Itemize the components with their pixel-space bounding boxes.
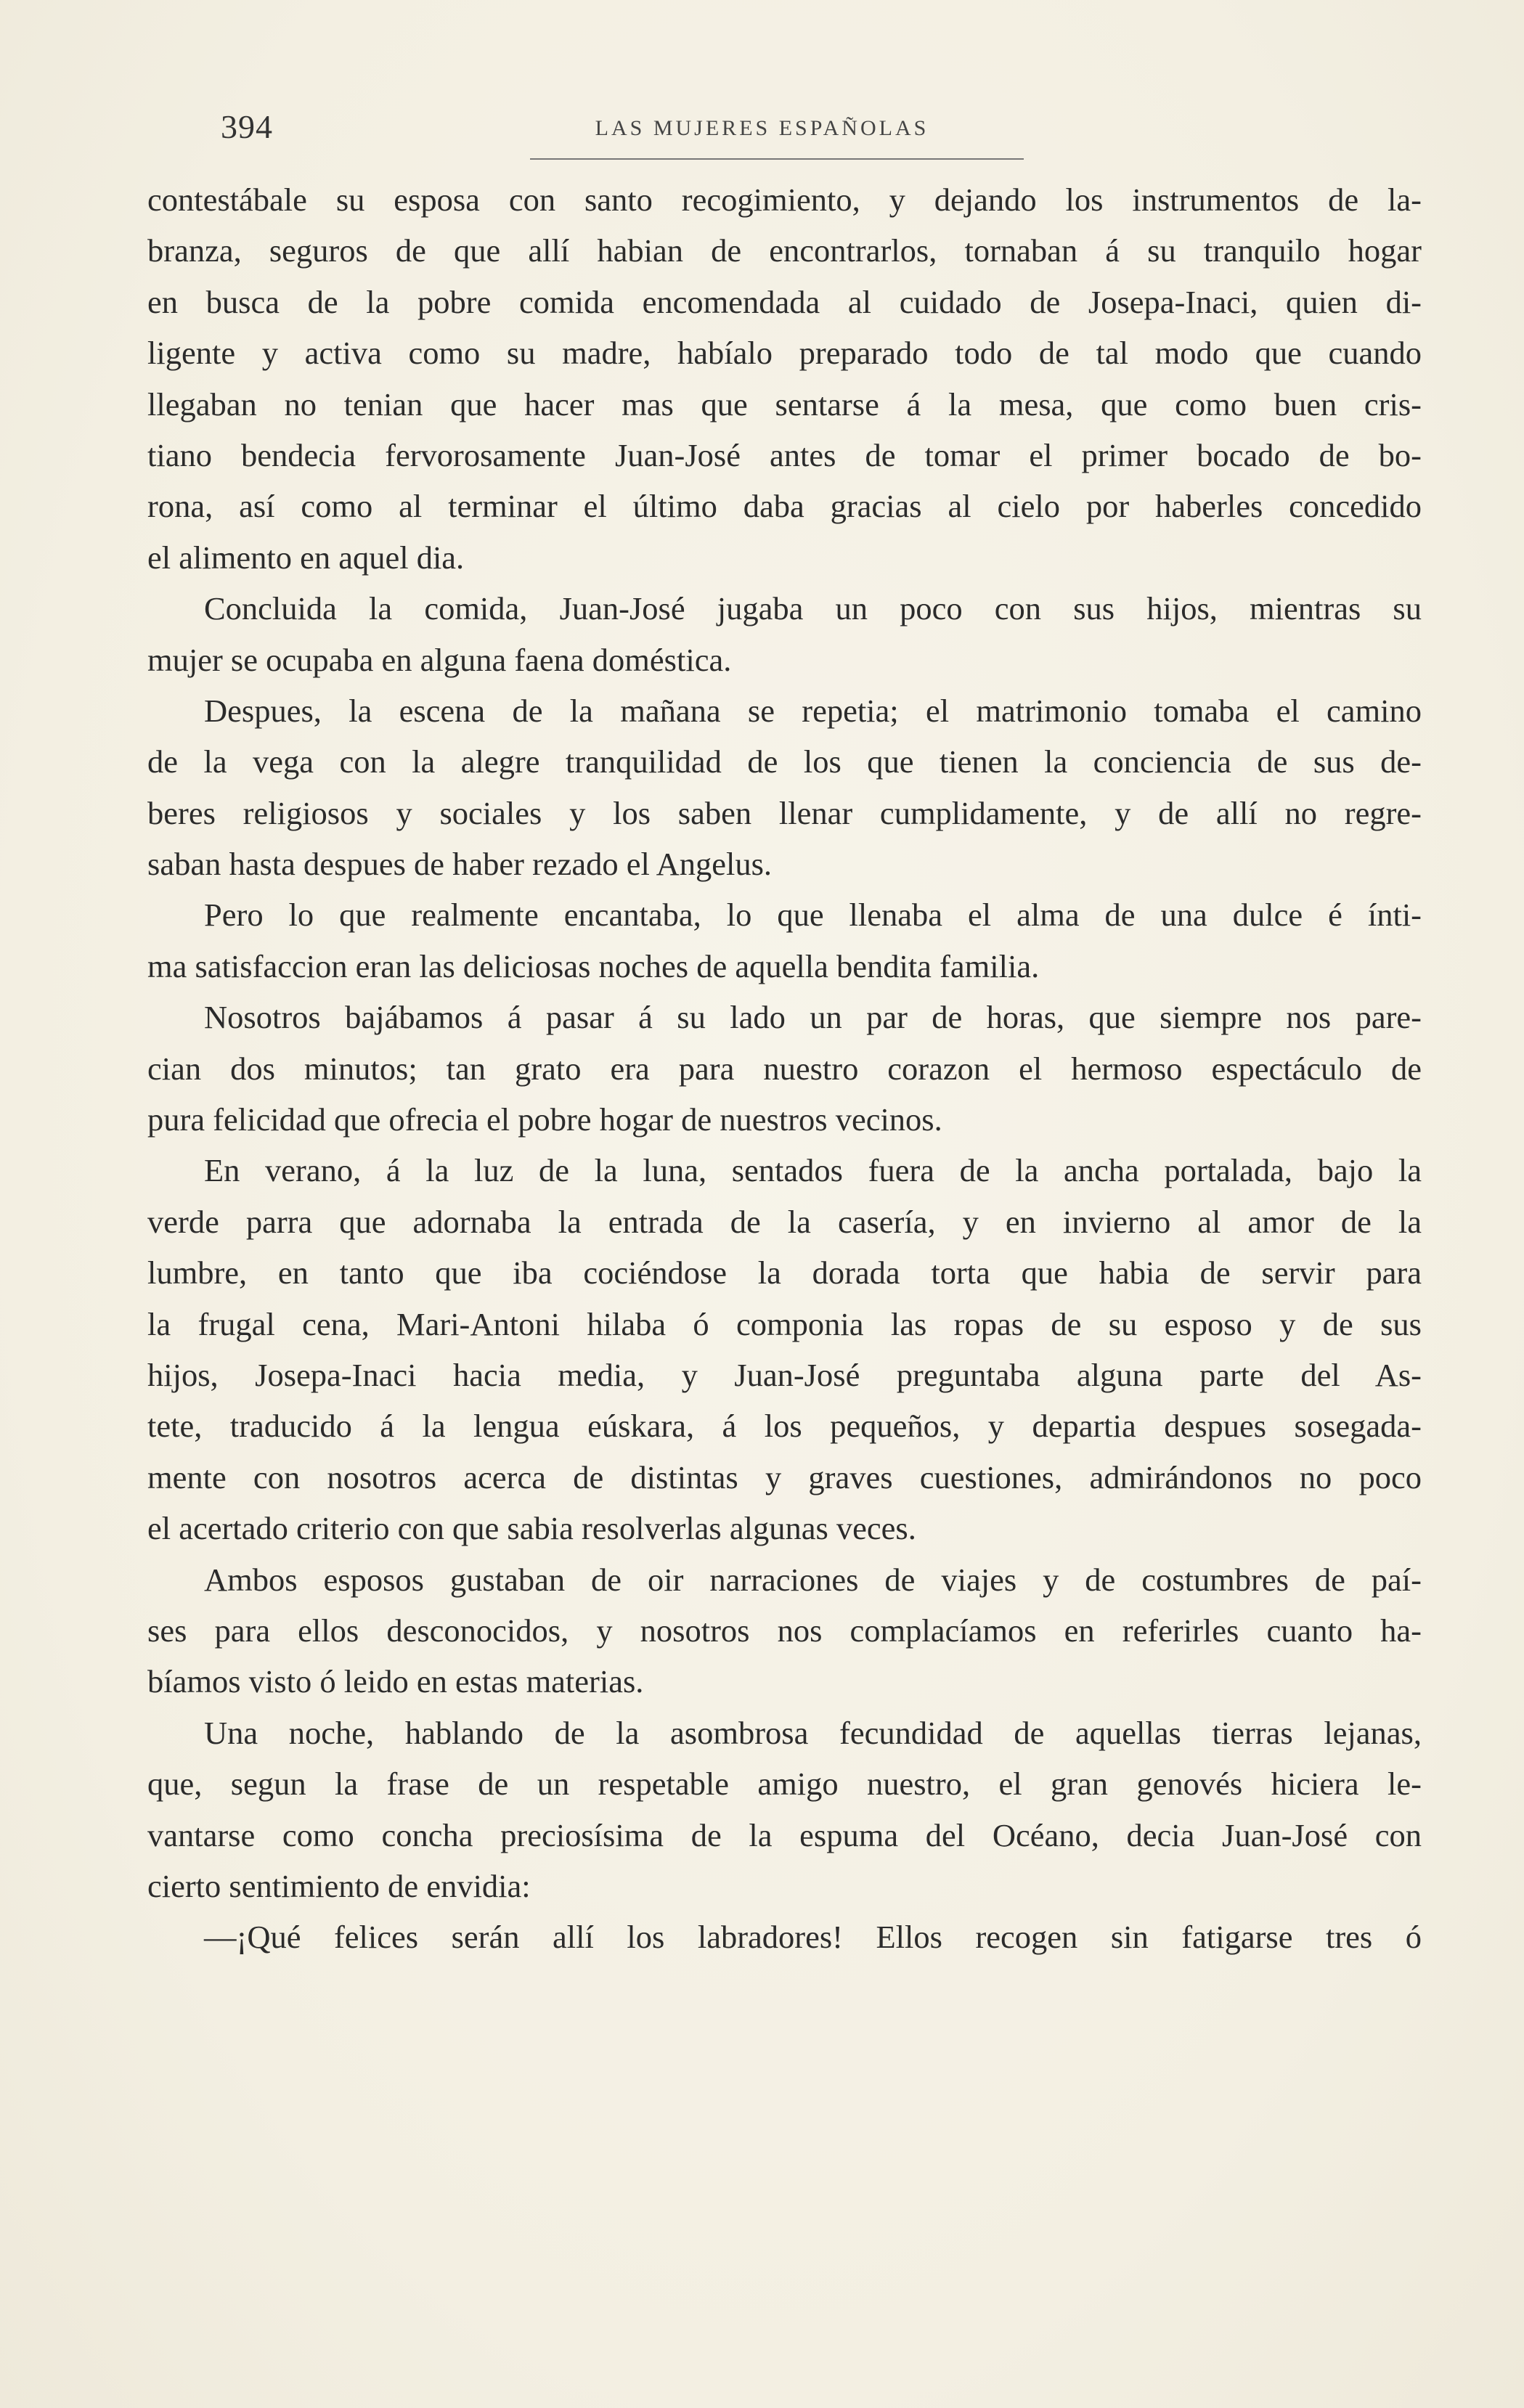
text-line: vantarse como concha preciosísima de la espuma del Océano, decia Juan-José con — [147, 1816, 1422, 1853]
text-line: ses para ellos desconocidos, y nosotros nos complacíamos en referirles cuanto ha- — [147, 1612, 1422, 1649]
text-line: Concluida la comida, Juan-José jugaba un poco con sus hijos, mientras su — [204, 590, 1422, 627]
body-text — [147, 174, 1422, 1963]
text-line: Ambos esposos gustaban de oir narraciones de viajes y de costumbres de paí- — [204, 1561, 1422, 1598]
text-line: Despues, la escena de la mañana se repetia; el matrimonio tomaba el camino — [204, 692, 1422, 729]
text-line: la frugal cena, Mari-Antoni hilaba ó componia las ropas de su esposo y de sus — [147, 1305, 1422, 1342]
text-line: bíamos visto ó leido en estas materias. — [147, 1663, 644, 1700]
running-head: LAS MUJERES ESPAÑOLAS — [595, 116, 929, 140]
text-line: Una noche, hablando de la asombrosa fecundidad de aquellas tierras lejanas, — [204, 1714, 1422, 1751]
text-line: cian dos minutos; tan grato era para nuestro corazon el hermoso espectáculo de — [147, 1050, 1422, 1087]
text-line: ma satisfaccion eran las deliciosas noches de aquella bendita familia. — [147, 947, 1040, 984]
header-rule — [530, 158, 1024, 160]
text-line: contestábale su esposa con santo recogimiento, y dejando los instrumentos de la- — [147, 181, 1422, 218]
text-line: ligente y activa como su madre, habíalo preparado todo de tal modo que cuando — [147, 335, 1422, 372]
text-line: Nosotros bajábamos á pasar á su lado un par de horas, que siempre nos pare- — [204, 999, 1422, 1036]
text-line: beres religiosos y sociales y los saben llenar cumplidamente, y de allí no regre- — [147, 794, 1422, 831]
text-line: cierto sentimiento de envidia: — [147, 1867, 531, 1904]
text-line: branza, seguros de que allí habian de encontrarlos, tornaban á su tranquilo hogar — [147, 232, 1422, 269]
text-line: saban hasta despues de haber rezado el Angelus. — [147, 846, 773, 883]
text-line: —¡Qué felices serán allí los labradores! Ellos recogen sin fatigarse tres ó — [204, 1919, 1422, 1956]
text-line: tiano bendecia fervorosamente Juan-José antes de tomar el primer bocado de bo- — [147, 436, 1422, 473]
text-line: verde parra que adornaba la entrada de la casería, y en invierno al amor de la — [147, 1203, 1422, 1240]
text-line: Pero lo que realmente encantaba, lo que llenaba el alma de una dulce é ínti- — [204, 897, 1422, 934]
text-line: mente con nosotros acerca de distintas y graves cuestiones, admirándonos no poco — [147, 1458, 1422, 1495]
text-line: en busca de la pobre comida encomendada al cuidado de Josepa-Inaci, quien di- — [147, 283, 1422, 320]
text-line: rona, así como al terminar el último daba gracias al cielo por haberles concedido — [147, 488, 1422, 525]
text-line: lumbre, en tanto que iba cociéndose la dorada torta que habia de servir para — [147, 1254, 1422, 1291]
text-line: En verano, á la luz de la luna, sentados fuera de la ancha portalada, bajo la — [204, 1152, 1422, 1189]
text-line: llegaban no tenian que hacer mas que sentarse á la mesa, que como buen cris- — [147, 385, 1422, 423]
page-number: 394 — [221, 108, 273, 145]
text-line: de la vega con la alegre tranquilidad de los que tienen la conciencia de sus de- — [147, 743, 1422, 780]
text-line: el alimento en aquel dia. — [147, 539, 465, 576]
text-line: mujer se ocupaba en alguna faena doméstica. — [147, 641, 732, 678]
text-line: pura felicidad que ofrecia el pobre hogar de nuestros vecinos. — [147, 1101, 942, 1138]
text-line: hijos, Josepa-Inaci hacia media, y Juan-José preguntaba alguna parte del As- — [147, 1356, 1422, 1393]
text-line: que, segun la frase de un respetable amigo nuestro, el gran genovés hiciera le- — [147, 1766, 1422, 1803]
text-line: tete, traducido á la lengua eúskara, á los pequeños, y departia despues sosegada- — [147, 1408, 1422, 1445]
text-line: el acertado criterio con que sabia resolverlas algunas veces. — [147, 1510, 916, 1547]
